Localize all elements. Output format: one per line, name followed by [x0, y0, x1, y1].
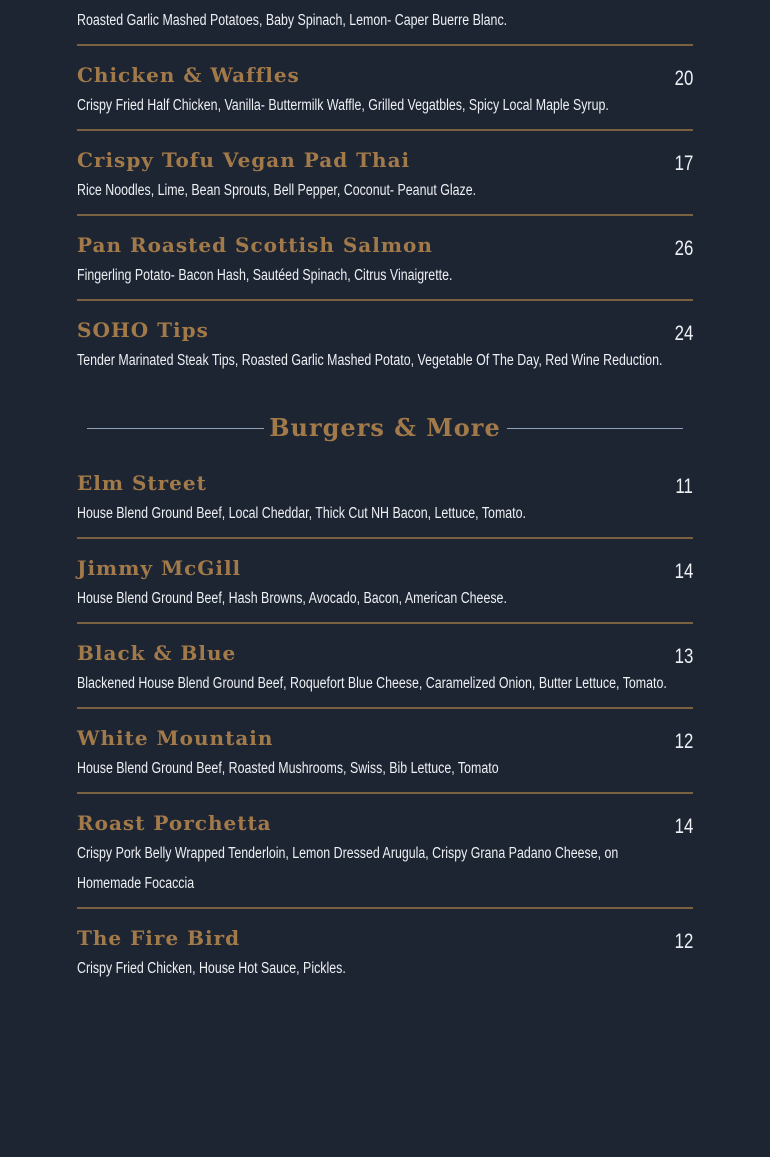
item-price: 12 — [674, 930, 693, 953]
item-name: Crispy Tofu Vegan Pad Thai — [77, 148, 411, 172]
menu-item-roast-porchetta — [77, 807, 693, 909]
item-name: The Fire Bird — [77, 926, 241, 950]
menu-item-white-mountain — [77, 722, 693, 794]
item-name: SOHO Tips — [77, 318, 209, 342]
item-description: Roasted Garlic Mashed Potatoes, Baby Spinach, Lemon- Caper Buerre Blanc. — [77, 12, 508, 29]
item-name: Chicken & Waffles — [77, 63, 300, 87]
item-price: 13 — [674, 645, 693, 668]
item-price: 26 — [674, 237, 693, 260]
item-description: House Blend Ground Beef, Roasted Mushrooms, Swiss, Bib Lettuce, Tomato — [77, 760, 499, 777]
item-description: Blackened House Blend Ground Beef, Roquefort Blue Cheese, Caramelized Onion, Butter Lettuce, Tomato. — [77, 675, 667, 692]
item-name: White Mountain — [77, 726, 274, 750]
item-description: House Blend Ground Beef, Hash Browns, Avocado, Bacon, American Cheese. — [77, 590, 507, 607]
item-description: Tender Marinated Steak Tips, Roasted Garlic Mashed Potato, Vegetable Of The Day, Red Wine Reduction. — [77, 352, 663, 369]
menu-item-salmon — [77, 229, 693, 301]
item-description: House Blend Ground Beef, Local Cheddar, Thick Cut NH Bacon, Lettuce, Tomato. — [77, 505, 526, 522]
item-name: Pan Roasted Scottish Salmon — [77, 233, 433, 257]
item-description: Crispy Fried Half Chicken, Vanilla- Buttermilk Waffle, Grilled Vegatbles, Spicy Local Maple Syrup. — [77, 97, 609, 114]
item-description: Fingerling Potato- Bacon Hash, Sautéed Spinach, Citrus Vinaigrette. — [77, 267, 453, 284]
menu-item-chicken-waffles — [77, 59, 693, 131]
item-description: Crispy Pork Belly Wrapped Tenderloin, Lemon Dressed Arugula, Crispy Grana Padano Cheese, on Homemade Focaccia — [77, 845, 619, 892]
menu-item-elm-street — [77, 467, 693, 539]
item-price: 17 — [674, 152, 693, 175]
menu-list — [77, 0, 693, 1005]
menu-item-black-blue — [77, 637, 693, 709]
item-name: Jimmy McGill — [77, 556, 242, 580]
menu-item-jimmy-mcgill — [77, 552, 693, 624]
menu-item-pad-thai — [77, 144, 693, 216]
item-name: Elm Street — [77, 471, 207, 495]
menu-item-fire-bird — [77, 922, 693, 992]
item-description: Crispy Fried Chicken, House Hot Sauce, Pickles. — [77, 960, 346, 977]
section-header-burgers — [77, 397, 693, 467]
item-price: 14 — [674, 815, 693, 838]
menu-item-partial — [77, 0, 693, 46]
section-title: Burgers & More — [269, 413, 501, 442]
item-price: 11 — [675, 475, 693, 498]
item-price: 12 — [674, 730, 693, 753]
item-name: Roast Porchetta — [77, 811, 272, 835]
item-description: Rice Noodles, Lime, Bean Sprouts, Bell Pepper, Coconut- Peanut Glaze. — [77, 182, 477, 199]
item-price: 20 — [674, 67, 693, 90]
item-name: Black & Blue — [77, 641, 237, 665]
item-price: 14 — [674, 560, 693, 583]
section-divider-right — [507, 428, 683, 429]
menu-item-soho-tips — [77, 314, 693, 384]
item-price: 24 — [674, 322, 693, 345]
